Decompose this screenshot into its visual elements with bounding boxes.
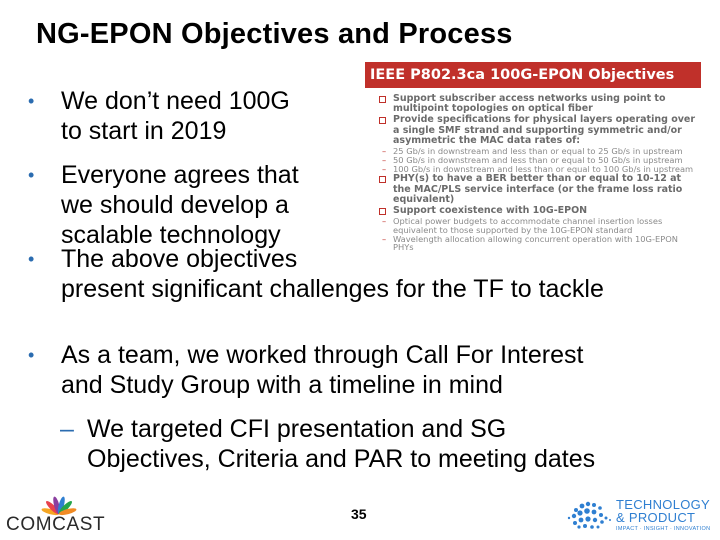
bullet-line: we should develop a bbox=[61, 191, 289, 219]
dash-icon: – bbox=[382, 216, 387, 227]
bullet-dot-icon: • bbox=[28, 249, 35, 269]
square-bullet-icon bbox=[379, 96, 386, 103]
dash-icon: – bbox=[382, 164, 387, 175]
panel-item-text: PHY(s) to have a BER better than or equal to 10-12 at the MAC/PLS service interface (or the frame loss ratio equivalent) bbox=[393, 173, 683, 205]
square-bullet-icon bbox=[379, 117, 386, 124]
panel-item-text: Support subscriber access networks using point to multipoint topologies on optical fiber bbox=[393, 93, 666, 115]
bullet-line: scalable technology bbox=[61, 221, 281, 249]
bullet-line: to start in 2019 bbox=[61, 117, 227, 145]
bullet-line: Everyone agrees that bbox=[61, 161, 299, 189]
panel-header: IEEE P802.3ca 100G-EPON Objectives bbox=[365, 62, 701, 88]
bullet-line: The above objectives bbox=[61, 245, 298, 273]
panel-item bbox=[365, 115, 701, 146]
bullet-item bbox=[28, 244, 604, 304]
dot-globe-icon bbox=[566, 496, 612, 536]
panel-subitem-text: 25 Gb/s in downstream and less than or equal to 25 Gb/s in upstream bbox=[393, 146, 683, 157]
tp-line-1: TECHNOLOGY bbox=[616, 497, 711, 512]
tp-tagline: IMPACT · INSIGHT · INNOVATION bbox=[616, 526, 711, 532]
tp-wordmark bbox=[616, 498, 710, 524]
bullet-line: present significant challenges for the TF to tackle bbox=[61, 275, 604, 303]
sub-bullet-item bbox=[60, 414, 595, 474]
sub-bullet-line: Objectives, Criteria and PAR to meeting dates bbox=[87, 445, 596, 473]
dash-icon: – bbox=[382, 233, 387, 244]
dash-icon: – bbox=[60, 415, 74, 443]
comcast-wordmark: COMCAST bbox=[6, 514, 106, 535]
panel-subitem bbox=[365, 217, 701, 234]
panel-item bbox=[365, 206, 701, 216]
square-bullet-icon bbox=[379, 176, 386, 183]
tp-line-2: & PRODUCT bbox=[616, 510, 696, 525]
panel-subitem-text: 50 Gb/s in downstream and less than or equal to 50 Gb/s in upstream bbox=[393, 155, 683, 166]
page-number: 35 bbox=[351, 506, 367, 522]
bullet-line: We don’t need 100G bbox=[61, 87, 290, 115]
panel-item-text: Support coexistence with 10G-EPON bbox=[393, 204, 588, 216]
technology-product-logo bbox=[566, 496, 716, 536]
bullet-item bbox=[28, 340, 583, 400]
sub-bullet-line: We targeted CFI presentation and SG bbox=[87, 415, 507, 443]
panel-subitem-text: Optical power budgets to accommodate channel insertion losses equivalent to those supported by the 10G-EPON standard bbox=[393, 216, 663, 235]
bullet-line: and Study Group with a timeline in mind bbox=[61, 371, 503, 399]
page-title: NG-EPON Objectives and Process bbox=[36, 18, 513, 50]
bullet-item bbox=[28, 160, 299, 250]
panel-item bbox=[365, 94, 701, 114]
panel-list bbox=[365, 88, 701, 252]
panel-subitem-text: 100 Gb/s in downstream and less than or equal to 100 Gb/s in upstream bbox=[393, 164, 694, 175]
square-bullet-icon bbox=[379, 208, 386, 215]
dash-icon: – bbox=[382, 155, 387, 166]
bullet-dot-icon: • bbox=[28, 165, 35, 185]
comcast-logo bbox=[6, 492, 116, 536]
bullet-item bbox=[28, 86, 290, 146]
panel-item-text: Provide specifications for physical layers operating over a single SMF strand and supporting symmetric and/or asymmetric the MAC data rates of: bbox=[393, 114, 696, 146]
bullet-dot-icon: • bbox=[28, 91, 35, 111]
dash-icon: – bbox=[382, 146, 387, 157]
bullet-line: As a team, we worked through Call For Interest bbox=[61, 341, 584, 369]
panel-subitem-text: Wavelength allocation allowing concurrent operation with 10G-EPON PHYs bbox=[393, 233, 678, 253]
panel-item bbox=[365, 174, 701, 205]
bullet-dot-icon: • bbox=[28, 345, 35, 365]
